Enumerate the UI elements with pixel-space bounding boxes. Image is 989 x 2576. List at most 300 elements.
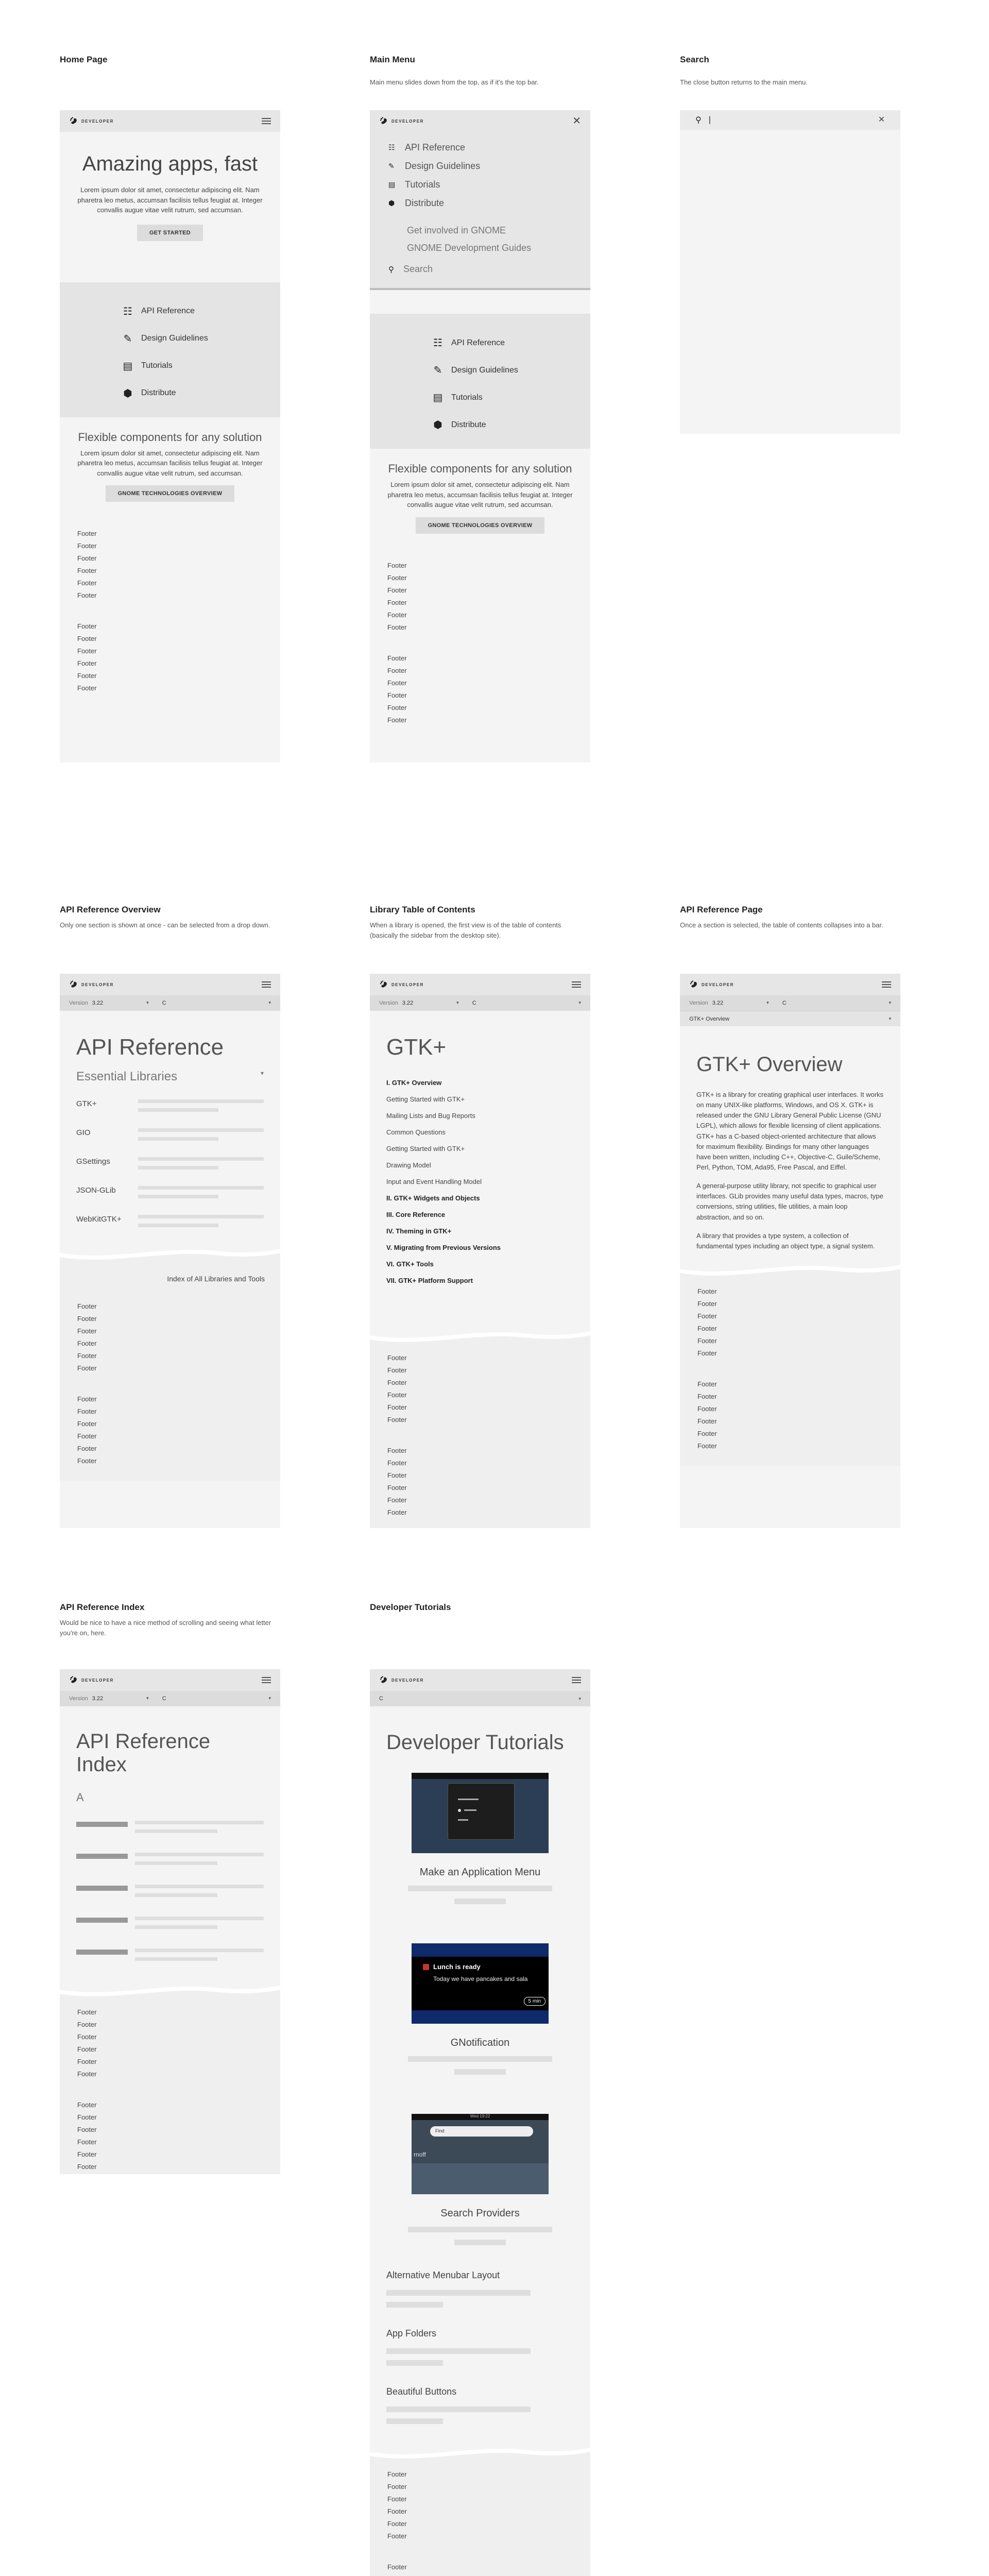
gnome-foot-icon <box>379 980 388 989</box>
tutorial-thumbnail <box>412 2114 549 2194</box>
footer-link[interactable]: Footer <box>697 1417 717 1425</box>
top-bar <box>370 110 590 132</box>
tutorial-list-item[interactable] <box>370 2328 590 2366</box>
section-desc-search: The close button returns to the main menu. <box>680 78 808 86</box>
footer-link[interactable]: Footer <box>387 654 407 662</box>
footer-link[interactable]: Footer <box>387 561 407 569</box>
footer-link[interactable]: Footer <box>697 1287 717 1295</box>
footer-link[interactable]: Footer <box>77 1432 97 1440</box>
nav-label: Distribute <box>451 420 486 429</box>
section-title-home: Home Page <box>60 55 108 64</box>
footer-link[interactable]: Footer <box>387 2507 407 2515</box>
footer-link[interactable]: Footer <box>77 647 97 655</box>
gnome-foot-icon <box>689 980 698 989</box>
palette-icon: ✎ <box>123 333 132 345</box>
menu-search[interactable] <box>388 264 572 275</box>
menu-item-api-reference[interactable] <box>388 138 572 157</box>
footer-link[interactable]: Footer <box>77 591 97 599</box>
toc-item[interactable]: II. GTK+ Widgets and Objects <box>386 1194 480 1202</box>
text-placeholder <box>138 1166 218 1170</box>
footer <box>60 1290 280 1481</box>
top-bar <box>60 110 280 132</box>
tutorial-card[interactable] <box>370 1773 590 1904</box>
gnome-foot-icon <box>379 116 388 126</box>
footer-link[interactable]: Footer <box>697 1404 717 1413</box>
chevron-down-icon: ▾ <box>766 1000 769 1005</box>
menu-item-tutorials[interactable] <box>388 175 572 194</box>
section-dropdown[interactable] <box>60 1070 280 1084</box>
phone-api-index <box>60 1669 280 2174</box>
text-placeholder <box>386 2348 531 2354</box>
main-menu-panel <box>370 132 590 290</box>
footer-link[interactable]: Footer <box>77 684 97 692</box>
library-list <box>60 1099 280 1244</box>
tutorial-list-title: App Folders <box>386 2328 437 2338</box>
nav-label: Tutorials <box>141 361 173 370</box>
footer <box>370 1347 590 1528</box>
brand-logo[interactable] <box>69 980 114 989</box>
shot-search-field: Find <box>430 2126 533 2137</box>
footer-link[interactable]: Footer <box>77 2008 97 2016</box>
footer-link[interactable]: Footer <box>77 1340 97 1347</box>
nav-item-api-reference[interactable] <box>60 298 280 325</box>
phone-tutorials <box>370 1669 590 2576</box>
nav-item-design-guidelines[interactable] <box>60 325 280 352</box>
footer-link[interactable]: Footer <box>697 1392 717 1400</box>
nav-item-design-guidelines[interactable] <box>370 357 590 384</box>
version-bar <box>60 995 280 1011</box>
hero-title: Amazing apps, fast <box>82 152 258 175</box>
phone-home <box>60 110 280 762</box>
footer-link[interactable]: Footer <box>77 622 97 630</box>
toc-item[interactable]: Common Questions <box>386 1128 446 1136</box>
brand-name: DEVELOPER <box>81 982 114 987</box>
footer-link[interactable]: Footer <box>77 567 97 574</box>
tutorial-title: Search Providers <box>440 2208 520 2219</box>
nav-item-api-reference[interactable] <box>370 329 590 357</box>
brand-logo[interactable] <box>379 980 424 989</box>
footer-gap <box>77 602 263 620</box>
text-placeholder <box>408 1886 552 1891</box>
footer <box>60 2001 280 2174</box>
search-bar[interactable] <box>680 110 900 130</box>
footer-link[interactable]: Footer <box>697 1380 717 1388</box>
text-placeholder <box>138 1128 264 1132</box>
footer-link[interactable]: Footer <box>387 1379 407 1386</box>
version-bar <box>680 995 900 1011</box>
footer-gap <box>77 1375 263 1393</box>
list-icon: ☷ <box>123 306 132 317</box>
footer-link[interactable]: Footer <box>387 1354 407 1362</box>
library-row[interactable] <box>60 1157 280 1186</box>
version-bar <box>60 1691 280 1706</box>
menu-search-label: Search <box>403 264 433 274</box>
tutorial-title: GNotification <box>450 2037 510 2048</box>
footer-link[interactable]: Footer <box>387 2532 407 2540</box>
footer-link[interactable]: Footer <box>387 598 407 606</box>
footer-link[interactable]: Footer <box>387 623 407 631</box>
chevron-down-icon: ▾ <box>578 1000 581 1005</box>
technologies-overview-button[interactable]: GNOME TECHNOLOGIES OVERVIEW <box>106 485 235 502</box>
brand-logo[interactable] <box>69 1675 114 1685</box>
version-value: 3.22 <box>92 1000 104 1006</box>
menu-label: Tutorials <box>405 179 440 190</box>
toc-item[interactable]: V. Migrating from Previous Versions <box>386 1244 501 1251</box>
text-placeholder <box>386 2360 443 2366</box>
footer-link[interactable]: Footer <box>77 579 97 587</box>
phone-api-page <box>680 974 900 1528</box>
text-placeholder <box>138 1157 264 1161</box>
brand-name: DEVELOPER <box>81 118 114 124</box>
gnome-foot-icon <box>69 980 78 989</box>
chevron-down-icon: ▾ <box>146 1696 149 1701</box>
footer-link[interactable]: Footer <box>77 554 97 562</box>
library-row[interactable] <box>60 1186 280 1215</box>
footer-link[interactable]: Footer <box>77 1395 97 1403</box>
text-placeholder <box>135 1893 217 1897</box>
brand-logo[interactable] <box>69 116 114 126</box>
toc-item[interactable]: Input and Event Handling Model <box>386 1178 482 1185</box>
section-title-main-menu: Main Menu <box>370 55 415 64</box>
hamburger-menu-icon[interactable] <box>572 981 581 988</box>
footer-link[interactable]: Footer <box>387 1416 407 1423</box>
toc-item[interactable]: VI. GTK+ Tools <box>386 1260 434 1268</box>
footer-link[interactable]: Footer <box>387 611 407 619</box>
wave-divider <box>60 1244 280 1264</box>
section-desc-api-index: Would be nice to have a nice method of scrolling and seeing what letter you're on, here. <box>60 1619 271 1637</box>
nav-item-tutorials[interactable] <box>60 352 280 380</box>
shot-topbar-clock: Wed 19:22 <box>412 2114 549 2120</box>
footer-link[interactable]: Footer <box>697 1429 717 1437</box>
gnome-foot-icon <box>69 116 78 126</box>
footer-link[interactable]: Footer <box>77 2045 97 2053</box>
top-bar <box>370 1669 590 1691</box>
index-row[interactable] <box>60 1885 280 1917</box>
footer-link[interactable]: Footer <box>77 2150 97 2158</box>
top-bar <box>370 974 590 995</box>
page-title: GTK+ Overview <box>696 1053 843 1076</box>
footer-link[interactable]: Footer <box>387 2495 407 2503</box>
tutorial-card[interactable] <box>370 1943 590 2075</box>
language-select[interactable] <box>162 1696 271 1702</box>
tutorial-title: Make an Application Menu <box>419 1867 541 1878</box>
menu-link-get-involved[interactable]: Get involved in GNOME <box>407 225 506 235</box>
language-select[interactable] <box>472 1000 581 1006</box>
wave-divider <box>370 2443 590 2463</box>
brand-logo[interactable] <box>689 980 734 989</box>
footer-link[interactable]: Footer <box>77 1445 97 1452</box>
footer-link[interactable]: Footer <box>77 635 97 642</box>
footer-link[interactable]: Footer <box>387 1496 407 1504</box>
library-row[interactable] <box>60 1128 280 1157</box>
toc-item[interactable]: IV. Theming in GTK+ <box>386 1227 452 1235</box>
chevron-down-icon: ▾ <box>268 1000 271 1005</box>
section-title-tutorials: Developer Tutorials <box>370 1602 451 1612</box>
toc-collapsed-bar[interactable] <box>680 1011 900 1026</box>
toc-item[interactable]: Getting Started with GTK+ <box>386 1095 465 1103</box>
footer-link[interactable]: Footer <box>77 2113 97 2121</box>
footer-link[interactable]: Footer <box>77 2101 97 2109</box>
language-value: C <box>379 1696 383 1702</box>
index-link[interactable]: Index of All Libraries and Tools <box>167 1275 265 1283</box>
footer-link[interactable]: Footer <box>77 542 97 550</box>
footer-link[interactable]: Footer <box>387 1447 407 1454</box>
footer-link[interactable]: Footer <box>77 1364 97 1372</box>
library-name: GTK+ <box>76 1099 97 1108</box>
nav-item-distribute[interactable] <box>370 411 590 438</box>
footer-link[interactable]: Footer <box>387 2483 407 2490</box>
footer-link[interactable]: Footer <box>77 530 97 537</box>
tutorial-list-item[interactable] <box>370 2386 590 2424</box>
footer-gap <box>387 634 573 652</box>
footer-link[interactable]: Footer <box>387 716 407 724</box>
library-name: GIO <box>76 1128 91 1137</box>
footer-link[interactable]: Footer <box>77 659 97 667</box>
chevron-down-icon: ▾ <box>889 1016 891 1021</box>
index-row[interactable] <box>60 1821 280 1853</box>
section-title-toc: Library Table of Contents <box>370 905 475 914</box>
version-label: Version <box>689 1000 708 1006</box>
gnome-foot-icon <box>379 1675 388 1685</box>
footer-link[interactable]: Footer <box>387 666 407 674</box>
text-placeholder <box>135 1885 264 1888</box>
footer-link[interactable]: Footer <box>697 1324 717 1332</box>
hamburger-menu-icon[interactable] <box>262 118 271 124</box>
brand-logo[interactable] <box>379 1675 424 1685</box>
nav-label: API Reference <box>451 338 505 347</box>
language-value: C <box>162 1000 166 1006</box>
book-icon: ▤ <box>388 180 396 189</box>
wave-divider <box>370 1326 590 1347</box>
footer-link[interactable]: Footer <box>697 1349 717 1357</box>
list-icon: ☷ <box>388 143 395 151</box>
footer-link[interactable]: Footer <box>77 2058 97 2065</box>
footer-link[interactable]: Footer <box>77 672 97 680</box>
footer-link[interactable]: Footer <box>387 586 407 594</box>
library-row[interactable] <box>60 1215 280 1244</box>
menu-link-dev-guides[interactable]: GNOME Development Guides <box>407 243 532 253</box>
top-bar <box>680 974 900 995</box>
toc-item[interactable]: Getting Started with GTK+ <box>386 1145 465 1153</box>
language-bar[interactable] <box>370 1691 590 1706</box>
brand-logo[interactable] <box>379 116 424 126</box>
notification-body: Today we have pancakes and sala <box>433 1975 528 1982</box>
index-row[interactable] <box>60 1853 280 1885</box>
text-placeholder <box>135 1917 264 1920</box>
footer-link[interactable]: Footer <box>387 1484 407 1492</box>
version-select[interactable] <box>92 1000 149 1006</box>
menu-label: Distribute <box>405 198 445 208</box>
footer-link[interactable]: Footer <box>77 2021 97 2028</box>
text-placeholder <box>135 1957 217 1961</box>
nav-label: Design Guidelines <box>141 334 208 343</box>
box-icon: ⬢ <box>388 199 395 207</box>
search-input[interactable]: | <box>708 115 711 124</box>
footer-link[interactable] <box>387 2573 573 2576</box>
footer-link[interactable]: Footer <box>77 2163 97 2171</box>
footer-link[interactable]: Footer <box>77 1420 97 1428</box>
footer-link[interactable]: Footer <box>387 2520 407 2528</box>
section-title-search: Search <box>680 55 709 64</box>
footer-link[interactable]: Footer <box>697 1442 717 1450</box>
footer-link[interactable]: Footer <box>77 1408 97 1415</box>
tutorial-list-title: Alternative Menubar Layout <box>386 2270 500 2280</box>
text-placeholder <box>138 1186 264 1190</box>
book-icon: ▤ <box>433 392 443 403</box>
section-desc-api-overview: Only one section is shown at once - can be selected from a drop down. <box>60 921 270 929</box>
more-tutorials <box>370 2270 590 2424</box>
tutorial-thumbnail <box>412 1773 549 1853</box>
text-placeholder <box>138 1137 218 1141</box>
footer-link[interactable]: Footer <box>77 2070 97 2078</box>
footer-link[interactable]: Footer <box>77 1327 97 1335</box>
footer-link[interactable]: Footer <box>77 2033 97 2041</box>
footer-link[interactable]: Footer <box>697 1299 717 1308</box>
footer-link[interactable]: Footer <box>387 1459 407 1467</box>
footer-link[interactable]: Footer <box>387 1366 407 1374</box>
language-select[interactable] <box>782 1000 891 1006</box>
nav-item-tutorials[interactable] <box>370 384 590 411</box>
footer-link[interactable]: Footer <box>387 1509 407 1516</box>
menu-item-distribute[interactable] <box>388 194 572 212</box>
index-letter: A <box>76 1791 84 1804</box>
footer-gap <box>697 1360 883 1378</box>
toc-item[interactable]: I. GTK+ Overview <box>386 1079 442 1087</box>
tutorial-card[interactable] <box>370 2114 590 2245</box>
chevron-down-icon: ▾ <box>146 1000 149 1005</box>
language-value: C <box>162 1696 166 1702</box>
paragraph: A general-purpose utility library, not specific to graphical user interfaces. GLib provides many useful data types, macros, type conversions, string utilities, file utilities, a main loop abstraction, and so on. <box>696 1182 883 1221</box>
footer-gap <box>387 1426 573 1445</box>
page-title: Developer Tutorials <box>386 1731 564 1754</box>
version-select[interactable] <box>402 1000 459 1006</box>
index-list <box>60 1821 280 1980</box>
footer-gap <box>387 2543 573 2561</box>
text-placeholder <box>138 1099 264 1103</box>
get-started-button[interactable]: GET STARTED <box>137 225 203 241</box>
footer <box>680 1280 900 1466</box>
text-placeholder <box>135 1829 217 1833</box>
text-placeholder <box>138 1108 218 1112</box>
toc-item[interactable]: Mailing Lists and Bug Reports <box>386 1112 475 1120</box>
search-icon: ⚲ <box>695 116 702 125</box>
brand-name: DEVELOPER <box>702 982 734 987</box>
lower-area <box>680 1280 900 1466</box>
library-row[interactable] <box>60 1099 280 1128</box>
box-icon: ⬢ <box>433 419 442 431</box>
entry-placeholder <box>76 1822 128 1827</box>
footer-link[interactable]: Footer <box>387 1471 407 1479</box>
footer-link[interactable]: Footer <box>387 573 407 582</box>
hamburger-menu-icon[interactable] <box>572 1677 581 1683</box>
footer-link[interactable]: Footer <box>387 1403 407 1411</box>
phone-search <box>680 110 900 434</box>
footer-link[interactable]: Footer <box>77 1315 97 1323</box>
close-icon[interactable]: ✕ <box>572 115 581 127</box>
section-desc-main-menu: Main menu slides down from the top, as if it's the top bar. <box>370 78 539 86</box>
footer-link[interactable]: Footer <box>387 679 407 687</box>
menu-item-design-guidelines[interactable] <box>388 157 572 175</box>
footer-link[interactable]: Footer <box>77 1457 97 1465</box>
index-row[interactable] <box>60 1948 280 1980</box>
phone-library-toc <box>370 974 590 1528</box>
version-select[interactable] <box>92 1696 149 1702</box>
tutorial-list-item[interactable] <box>370 2270 590 2308</box>
section-title-api-index: API Reference Index <box>60 1602 145 1612</box>
toc-item[interactable]: III. Core Reference <box>386 1211 446 1218</box>
notification-button: 5 min <box>524 1997 545 2006</box>
brand-name: DEVELOPER <box>81 1677 114 1683</box>
flex-title: Flexible components for any solution <box>388 462 572 475</box>
table-of-contents <box>370 1075 590 1289</box>
hamburger-menu-icon[interactable] <box>262 1677 271 1683</box>
language-value: C <box>782 1000 787 1006</box>
version-value: 3.22 <box>402 1000 414 1006</box>
library-name: JSON-GLib <box>76 1186 116 1195</box>
flex-text: Lorem ipsum dolor sit amet, consectetur adipiscing elit. Nam pharetra leo metus, accumsan facilisis tellus feugiat at. Integer convallis augue vitae velit rutrum, sed accumsan. <box>77 449 263 477</box>
footer-link[interactable]: Footer <box>77 2138 97 2146</box>
index-row[interactable] <box>60 1917 280 1948</box>
toc-item[interactable]: VII. GTK+ Platform Support <box>386 1277 473 1284</box>
chevron-down-icon: ▾ <box>260 1070 264 1077</box>
library-name: GSettings <box>76 1157 110 1166</box>
footer-link[interactable]: Footer <box>387 2470 407 2478</box>
footer-link[interactable]: Footer <box>77 2126 97 2133</box>
footer-link[interactable]: Footer <box>697 1336 717 1345</box>
nav-label: Tutorials <box>451 393 483 402</box>
hamburger-menu-icon[interactable] <box>262 981 271 988</box>
palette-icon: ✎ <box>433 365 442 376</box>
footer-link[interactable]: Footer <box>387 703 407 711</box>
footer-link[interactable]: Footer <box>77 1302 97 1310</box>
page-title: API Reference <box>76 1035 224 1060</box>
page-title: GTK+ <box>386 1035 447 1060</box>
text-placeholder <box>454 1899 506 1904</box>
nav-item-distribute[interactable] <box>60 380 280 407</box>
flex-text: Lorem ipsum dolor sit amet, consectetur adipiscing elit. Nam pharetra leo metus, accumsan facilisis tellus feugiat at. Integer convallis augue vitae velit rutrum, sed accumsan. <box>387 481 573 509</box>
page-title: API Reference Index <box>76 1730 211 1776</box>
footer-link[interactable]: Footer <box>387 1391 407 1399</box>
shot-result-text: rnoff <box>414 2151 426 2158</box>
chevron-down-icon: ▾ <box>578 1696 581 1701</box>
text-placeholder <box>135 1861 217 1865</box>
version-label: Version <box>69 1696 88 1702</box>
footer <box>370 2463 590 2576</box>
version-value: 3.22 <box>92 1696 104 1702</box>
footer <box>60 517 280 708</box>
top-bar <box>60 1669 280 1691</box>
footer-link[interactable]: Footer <box>387 691 407 699</box>
text-placeholder <box>386 2418 443 2424</box>
paragraph: A library that provides a type system, a collection of fundamental types including an object type, a signal system. <box>696 1231 875 1250</box>
close-icon[interactable]: ✕ <box>878 115 885 124</box>
toc-item[interactable]: Drawing Model <box>386 1161 431 1169</box>
text-placeholder <box>138 1224 218 1227</box>
footer-link[interactable]: Footer <box>387 2563 407 2571</box>
version-select[interactable] <box>712 1000 769 1006</box>
technologies-overview-button[interactable]: GNOME TECHNOLOGIES OVERVIEW <box>416 517 545 534</box>
footer-link[interactable]: Footer <box>77 1352 97 1360</box>
language-select[interactable] <box>162 1000 271 1006</box>
hamburger-menu-icon[interactable] <box>882 981 891 988</box>
footer-link[interactable]: Footer <box>697 1312 717 1320</box>
section-label: Essential Libraries <box>76 1070 178 1083</box>
lower-area <box>60 2001 280 2174</box>
lower-area <box>370 1347 590 1528</box>
footer <box>370 549 590 740</box>
entry-placeholder <box>76 1950 128 1955</box>
text-placeholder <box>138 1215 264 1218</box>
